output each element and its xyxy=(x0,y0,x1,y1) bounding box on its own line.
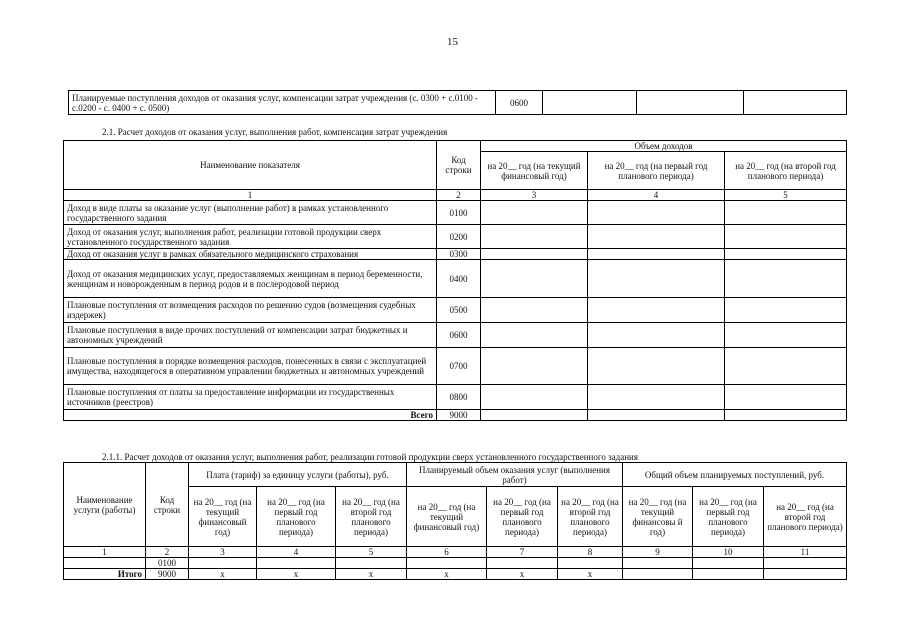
table-row xyxy=(64,298,847,323)
row-code: 0500 xyxy=(437,298,481,323)
row-name: Плановые поступления от возмещения расходов по решению судов (возмещения судебных издержек) xyxy=(64,298,437,323)
services-calc-table xyxy=(63,462,847,580)
table-cell xyxy=(407,558,487,569)
column-number: 2 xyxy=(146,547,189,558)
row-code: 0700 xyxy=(437,348,481,385)
table-cell xyxy=(588,201,725,225)
table-cell xyxy=(481,298,588,323)
row-name: Доход от оказания услуг в рамках обязательного медицинского страхования xyxy=(64,249,437,260)
header-row-code: Код строки xyxy=(437,141,481,190)
table-cell xyxy=(588,298,725,323)
column-number: 5 xyxy=(725,190,847,201)
table-cell xyxy=(64,558,146,569)
table-cell xyxy=(764,558,847,569)
column-number: 5 xyxy=(336,547,407,558)
table-cell xyxy=(481,260,588,298)
header-planned-volume: Планируемый объем оказания услуг (выполнения работ) xyxy=(407,463,623,487)
income-calc-table xyxy=(63,140,847,421)
table-row xyxy=(64,385,847,410)
total-mark: x xyxy=(558,569,623,580)
header-unit-price: Плата (тариф) за единицу услуги (работы), руб. xyxy=(189,463,407,487)
table-cell xyxy=(744,91,847,115)
header-year-second: на 20__ год (на второй год планового периода) xyxy=(725,152,847,190)
header-year-current: на 20__ год (на текущий финансовый год) xyxy=(481,152,588,190)
table-cell xyxy=(481,323,588,348)
table-row xyxy=(64,348,847,385)
table-cell xyxy=(481,385,588,410)
header-service-name: Наименование услуги (работы) xyxy=(64,463,146,547)
table-cell xyxy=(481,348,588,385)
table-row xyxy=(64,558,847,569)
total-row xyxy=(64,569,847,580)
header-row-code: Код строки xyxy=(146,463,189,547)
total-code: 9000 xyxy=(146,569,189,580)
top-summary-label: Планируемые поступления доходов от оказания услуг, компенсации затрат учреждения (с. 0300 + с.0100 - с.0200 - с. 0400 + с. 0500) xyxy=(69,91,496,115)
table-row xyxy=(64,323,847,348)
table-cell xyxy=(623,558,693,569)
column-number: 3 xyxy=(189,547,257,558)
table-row xyxy=(64,260,847,298)
table-cell xyxy=(725,410,847,421)
top-summary-code: 0600 xyxy=(496,91,543,115)
header-indicator-name: Наименование показателя xyxy=(64,141,437,190)
table-cell xyxy=(693,558,764,569)
table-cell xyxy=(588,348,725,385)
table-cell xyxy=(481,225,588,249)
top-summary-table xyxy=(68,90,847,115)
column-number-row xyxy=(64,190,847,201)
table-cell xyxy=(725,225,847,249)
table-cell xyxy=(257,558,336,569)
table-row xyxy=(64,225,847,249)
table-cell xyxy=(693,569,764,580)
table-cell xyxy=(725,323,847,348)
header-year-current: на 20__ год (на текущий финансовый год) xyxy=(407,487,487,547)
total-mark: x xyxy=(336,569,407,580)
row-name: Плановые поступления от платы за предоставление информации из государственных источников (реестров) xyxy=(64,385,437,410)
header-year-current: на 20__ год (на текущий финансовы й год) xyxy=(623,487,693,547)
table-cell xyxy=(588,225,725,249)
row-code: 0400 xyxy=(437,260,481,298)
total-row xyxy=(64,410,847,421)
column-number: 2 xyxy=(437,190,481,201)
column-number: 10 xyxy=(693,547,764,558)
table-cell xyxy=(481,201,588,225)
table-cell xyxy=(588,410,725,421)
header-year-first: на 20__ год (на первый год планового периода) xyxy=(257,487,336,547)
table-cell xyxy=(588,385,725,410)
row-name: Плановые поступления в виде прочих поступлений от компенсации затрат бюджетных и автономных учреждений xyxy=(64,323,437,348)
column-number: 8 xyxy=(558,547,623,558)
table-cell xyxy=(725,385,847,410)
table-cell xyxy=(623,569,693,580)
table-cell xyxy=(588,260,725,298)
table-cell xyxy=(725,298,847,323)
header-year-current: на 20__ год (на текущий финансовый год) xyxy=(189,487,257,547)
header-year-second: на 20__ год (на второй год планового периода) xyxy=(764,487,847,547)
column-number: 7 xyxy=(487,547,558,558)
total-label: Всего xyxy=(64,410,437,421)
row-code: 0800 xyxy=(437,385,481,410)
table-row xyxy=(64,249,847,260)
table-cell xyxy=(189,558,257,569)
header-year-first: на 20__ год (на первый год планового периода) xyxy=(588,152,725,190)
table-cell xyxy=(764,569,847,580)
table-cell xyxy=(725,260,847,298)
row-name: Доход от оказания медицинских услуг, предоставляемых женщинам в период беременности, женщинам и новорожденным в период родов и в послеродовой период xyxy=(64,260,437,298)
column-number: 4 xyxy=(257,547,336,558)
total-mark: x xyxy=(257,569,336,580)
table-cell xyxy=(481,410,588,421)
header-year-first: на 20__ год (на первый год планового периода) xyxy=(693,487,764,547)
table-cell xyxy=(588,249,725,260)
header-year-second: на 20__ год (на второй год планового периода) xyxy=(336,487,407,547)
row-name: Доход в виде платы за оказание услуг (выполнение работ) в рамках установленного государственного задания xyxy=(64,201,437,225)
header-year-second: на 20__ год (на второй год планового периода) xyxy=(558,487,623,547)
table-cell xyxy=(588,323,725,348)
table-cell xyxy=(487,558,558,569)
row-name: Плановые поступления в порядке возмещения расходов, понесенных в связи с эксплуатацией имущества, находящегося в оперативном управлении бюджетных и автономных учреждений xyxy=(64,348,437,385)
column-number: 6 xyxy=(407,547,487,558)
header-year-first: на 20__ год (на первый год планового периода) xyxy=(487,487,558,547)
page-number: 15 xyxy=(447,36,458,48)
section-2-1-1-title: 2.1.1. Расчет доходов от оказания услуг, выполнения работ, реализации готовой продукции сверх установленного государственного задания xyxy=(102,452,638,462)
table-cell xyxy=(725,201,847,225)
total-label: Итого xyxy=(64,569,146,580)
total-mark: x xyxy=(407,569,487,580)
table-cell xyxy=(725,249,847,260)
total-mark: x xyxy=(487,569,558,580)
section-2-1-title: 2.1. Расчет доходов от оказания услуг, выполнения работ, компенсация затрат учреждения xyxy=(102,127,448,137)
row-code: 0100 xyxy=(437,201,481,225)
table-row xyxy=(64,201,847,225)
row-code: 0600 xyxy=(437,323,481,348)
column-number: 1 xyxy=(64,190,437,201)
column-number: 11 xyxy=(764,547,847,558)
total-code: 9000 xyxy=(437,410,481,421)
table-cell xyxy=(637,91,744,115)
column-number: 3 xyxy=(481,190,588,201)
header-total-receipts: Общий объем планируемых поступлений, руб. xyxy=(623,463,847,487)
row-code: 0200 xyxy=(437,225,481,249)
column-number-row xyxy=(64,547,847,558)
row-code: 0300 xyxy=(437,249,481,260)
column-number: 9 xyxy=(623,547,693,558)
table-cell xyxy=(336,558,407,569)
header-income-volume: Объем доходов xyxy=(481,141,847,152)
row-name: Доход от оказания услуг, выполнения работ, реализации готовой продукции сверх установленного государственного задания xyxy=(64,225,437,249)
table-cell xyxy=(725,348,847,385)
column-number: 4 xyxy=(588,190,725,201)
table-cell xyxy=(543,91,637,115)
column-number: 1 xyxy=(64,547,146,558)
table-cell xyxy=(558,558,623,569)
total-mark: x xyxy=(189,569,257,580)
row-code: 0100 xyxy=(146,558,189,569)
table-cell xyxy=(481,249,588,260)
